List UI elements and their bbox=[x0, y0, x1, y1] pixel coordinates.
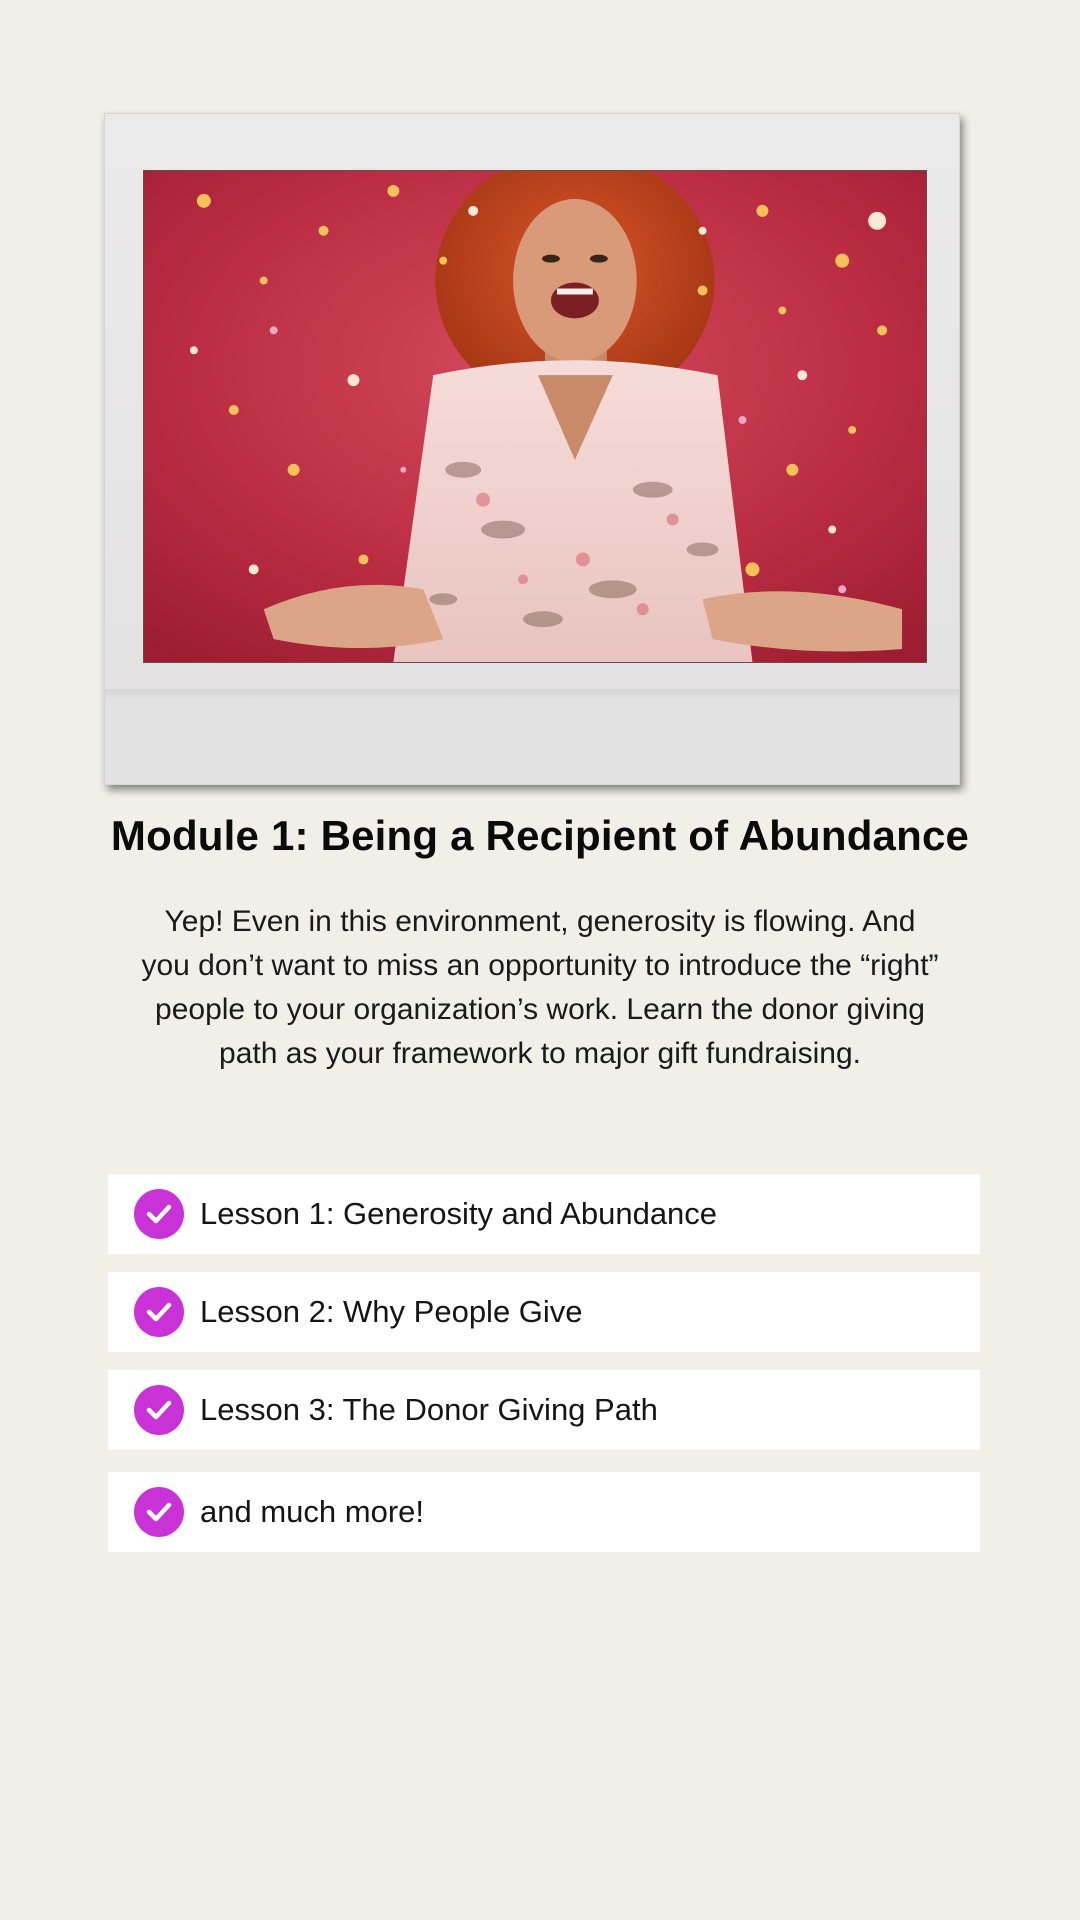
module-description: Yep! Even in this environment, generosity is flowing. And you don’t want to miss an opportunity to introduce the “right” people to your organization’s work. Learn the donor giving path as your framework to major gift fundraising. bbox=[141, 905, 939, 1070]
hero-polaroid-frame bbox=[104, 113, 960, 785]
lesson-item-2 bbox=[108, 1272, 980, 1352]
lesson-label: Lesson 3: The Donor Giving Path bbox=[200, 1392, 658, 1427]
lesson-label: Lesson 1: Generosity and Abundance bbox=[200, 1196, 718, 1231]
lesson-item-4 bbox=[108, 1472, 980, 1552]
check-circle-icon bbox=[134, 1189, 184, 1239]
module-title: Module 1: Being a Recipient of Abundance bbox=[110, 812, 970, 859]
hero-photo-illustration bbox=[144, 171, 926, 662]
lesson-label: and much more! bbox=[200, 1494, 424, 1529]
check-circle-icon bbox=[134, 1287, 184, 1337]
check-circle-icon bbox=[134, 1385, 184, 1435]
hero-photo bbox=[143, 170, 927, 663]
lesson-item-3 bbox=[108, 1370, 980, 1450]
lesson-item-1 bbox=[108, 1174, 980, 1254]
check-circle-icon bbox=[134, 1487, 184, 1537]
lesson-label: Lesson 2: Why People Give bbox=[200, 1294, 583, 1329]
